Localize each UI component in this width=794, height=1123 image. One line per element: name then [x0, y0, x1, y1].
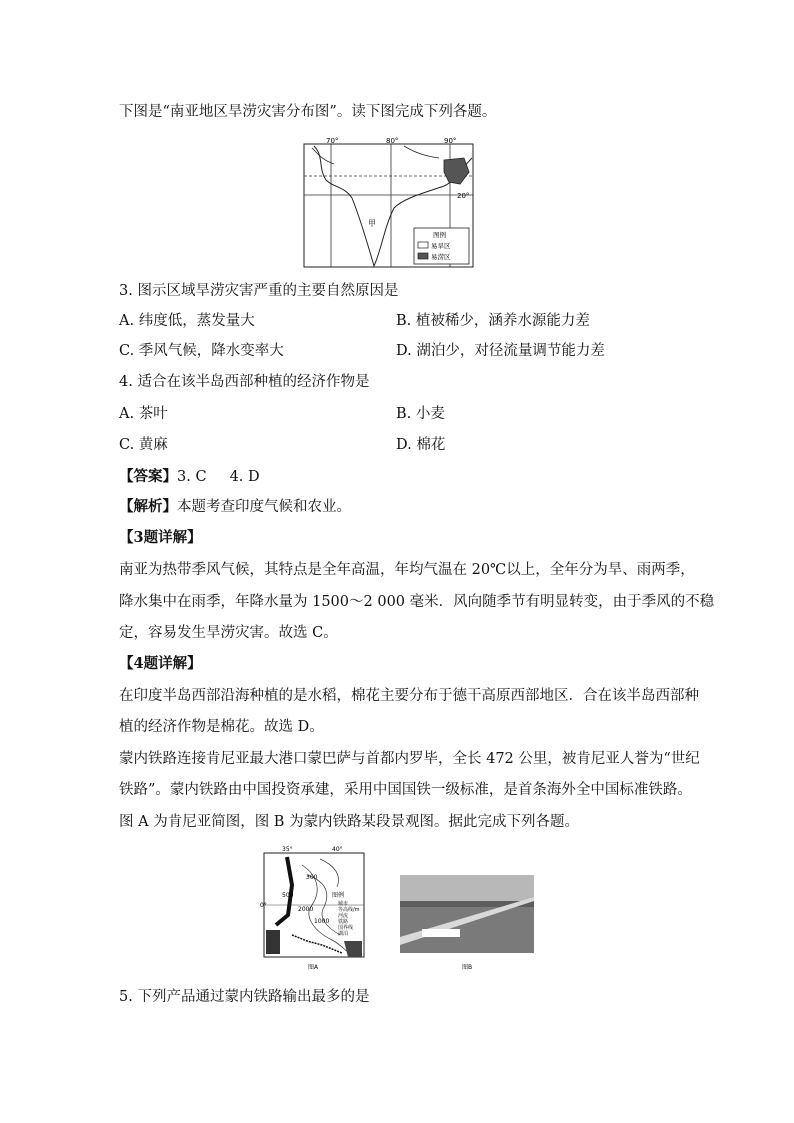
caption-a: 图A — [308, 964, 319, 971]
legend-railway: 铁路 — [338, 919, 349, 925]
answer-line — [119, 467, 260, 487]
region-jia: 甲 — [368, 219, 376, 228]
detail3-line-3: 定，容易发生旱涝灾害。故选 C。 — [119, 625, 338, 641]
intro-q5-line-1: 蒙内铁路连接肯尼亚最大港口蒙巴萨与首都内罗毕，全长 472 公里，被肯尼亚人誉为“世纪 — [119, 751, 700, 767]
legend-title-a: 图例 — [332, 892, 345, 899]
lat-label-0: 0° — [260, 902, 267, 909]
answer-text: 3. C 4. D — [177, 469, 260, 485]
q4-option-a: A. 茶叶 — [119, 406, 168, 422]
q3-option-b: B. 植被稀少，涵养水源能力差 — [396, 313, 590, 329]
contour-label-300: 300 — [306, 874, 318, 881]
legend-drought: 易旱区 — [431, 242, 451, 250]
detail3-line-2: 降水集中在雨季，年降水量为 1500～2 000 毫米．风向随季节有明显转变，由于季风的不稳 — [119, 594, 715, 610]
analysis-tag: 【解析】 — [119, 498, 177, 515]
intro-q3-4: 下图是“南亚地区旱涝灾害分布图”。读下图完成下列各题。 — [119, 104, 497, 120]
legend-city: 城市 — [338, 901, 349, 907]
legend-contour: 等高线/m — [338, 907, 360, 913]
lon-label-40: 40° — [332, 846, 343, 853]
analysis-text: 本题考查印度气候和农业。 — [177, 499, 351, 515]
detail4-line-2: 植的经济作物是棉花。故选 D。 — [119, 719, 324, 735]
detail3-line-1: 南亚为热带季风气候，其特点是全年高温，年均气温在 20℃以上，全年分为旱、雨两季， — [119, 562, 695, 578]
legend-river: 河流 — [338, 913, 349, 919]
detail4-heading: 【4题详解】 — [119, 655, 202, 672]
q3-option-c: C. 季风气候，降水变率大 — [119, 343, 284, 359]
q4-stem: 4. 适合在该半岛西部种植的经济作物是 — [119, 374, 370, 390]
q4-option-d: D. 棉花 — [396, 437, 446, 453]
legend-lake: 湖泊 — [338, 931, 349, 937]
contour-label-1000: 1000 — [314, 918, 330, 925]
answer-tag: 【答案】 — [119, 468, 177, 485]
lat-label-20: 20° — [457, 192, 470, 200]
detail3-heading: 【3题详解】 — [119, 529, 202, 546]
legend-title: 图例 — [433, 231, 446, 239]
analysis-line — [119, 497, 351, 517]
q3-stem: 3. 图示区域旱涝灾害严重的主要自然原因是 — [119, 283, 399, 299]
legend-border: 国界线 — [338, 925, 354, 931]
intro-q5-line-3: 图 A 为肯尼亚简图，图 B 为蒙内铁路某段景观图。据此完成下列各题。 — [119, 814, 580, 830]
q4-option-b: B. 小麦 — [396, 406, 445, 422]
lon-label-35: 35° — [282, 846, 293, 853]
lon-label-90: 90° — [444, 137, 457, 145]
caption-b: 图B — [462, 964, 473, 971]
contour-label-2000: 2000 — [298, 906, 314, 913]
contour-label-500: 500 — [282, 892, 294, 899]
detail4-line-1: 在印度半岛西部沿海种植的是水稻，棉花主要分布于德干高原西部地区．合在该半岛西部种 — [119, 688, 699, 704]
lon-label-80: 80° — [386, 137, 399, 145]
legend-flood: 易涝区 — [431, 253, 451, 261]
lon-label-70: 70° — [326, 137, 339, 145]
q3-option-a: A. 纬度低，蒸发量大 — [119, 313, 255, 329]
q3-option-d: D. 湖泊少，对径流量调节能力差 — [396, 343, 605, 359]
intro-q5-line-2: 铁路”。蒙内铁路由中国投资承建，采用中国国铁一级标准，是首条海外全中国标准铁路。 — [119, 782, 692, 798]
kenya-figures — [262, 845, 536, 975]
south-asia-map — [304, 138, 474, 268]
q5-stem: 5. 下列产品通过蒙内铁路输出最多的是 — [119, 989, 370, 1005]
q4-option-c: C. 黄麻 — [119, 437, 168, 453]
